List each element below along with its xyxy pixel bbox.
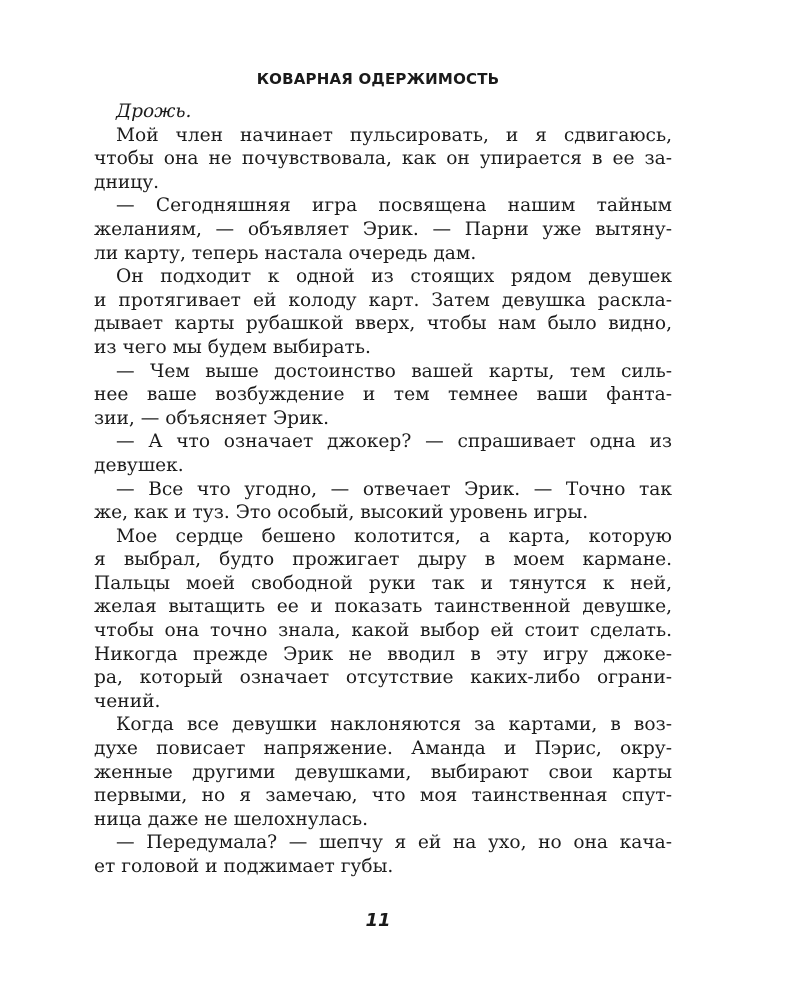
text-line: — Все что угодно, — отвечает Эрик. — Точно так xyxy=(116,478,672,500)
text-line: Когда все девушки наклоняются за картами, в воз- xyxy=(116,714,672,736)
text-line: Он подходит к одной из стоящих рядом девушек xyxy=(116,266,672,288)
text-line: желая вытащить ее и показать таинственной девушке, xyxy=(94,596,672,618)
text-line: же, как и туз. Это особый, высокий уровень игры. xyxy=(94,502,589,524)
text-line: — Передумала? — шепчу я ей на ухо, но она кача- xyxy=(116,832,672,854)
text-line: чтобы она точно знала, какой выбор ей стоит сделать. xyxy=(94,620,672,642)
text-line: дывает карты рубашкой вверх, чтобы нам было видно, xyxy=(94,313,672,335)
page-number: 11 xyxy=(365,910,391,931)
text-line: — А что означает джокер? — спрашивает одна из xyxy=(116,431,672,453)
text-line: Мое сердце бешено колотится, а карта, которую xyxy=(116,525,672,547)
text-line: ли карту, теперь настала очередь дам. xyxy=(94,242,477,264)
text-line: первыми, но я замечаю, что моя таинственная спут- xyxy=(94,785,672,807)
text-line: девушек. xyxy=(94,454,184,476)
text-line: Дрожь. xyxy=(116,101,192,122)
text-line: желаниям, — объявляет Эрик. — Парни уже вытяну- xyxy=(94,218,672,240)
text-line: женные другими девушками, выбирают свои карты xyxy=(94,761,672,783)
text-line: нее ваше возбуждение и тем темнее ваши фанта- xyxy=(94,384,672,406)
text-line: ница даже не шелохнулась. xyxy=(94,808,369,830)
text-line: чтобы она не почувствовала, как он упирается в ее за- xyxy=(94,148,672,170)
text-line: я выбрал, будто прожигает дыру в моем кармане. xyxy=(94,549,672,571)
running-head: КОВАРНАЯ ОДЕРЖИМОСТЬ xyxy=(256,70,500,88)
text-line: духе повисает напряжение. Аманда и Пэрис, окру- xyxy=(94,738,672,760)
text-line: зии, — объясняет Эрик. xyxy=(94,407,329,429)
text-line: чений. xyxy=(94,690,161,712)
text-line: и протягивает ей колоду карт. Затем девушка раскла- xyxy=(94,289,672,311)
text-line: дницу. xyxy=(94,171,160,193)
text-line: ра, который означает отсутствие каких-либо ограни- xyxy=(94,667,672,689)
text-line: Никогда прежде Эрик не вводил в эту игру джоке- xyxy=(94,643,672,665)
text-line: — Чем выше достоинство вашей карты, тем силь- xyxy=(116,360,672,382)
text-line: — Сегодняшняя игра посвящена нашим тайным xyxy=(116,195,672,217)
body-text xyxy=(94,100,672,879)
text-line: из чего мы будем выбирать. xyxy=(94,336,371,358)
text-line: Мой член начинает пульсировать, и я сдвигаюсь, xyxy=(116,124,672,146)
text-line: ет головой и поджимает губы. xyxy=(94,856,394,877)
text-line: Пальцы моей свободной руки так и тянутся к ней, xyxy=(94,572,672,594)
